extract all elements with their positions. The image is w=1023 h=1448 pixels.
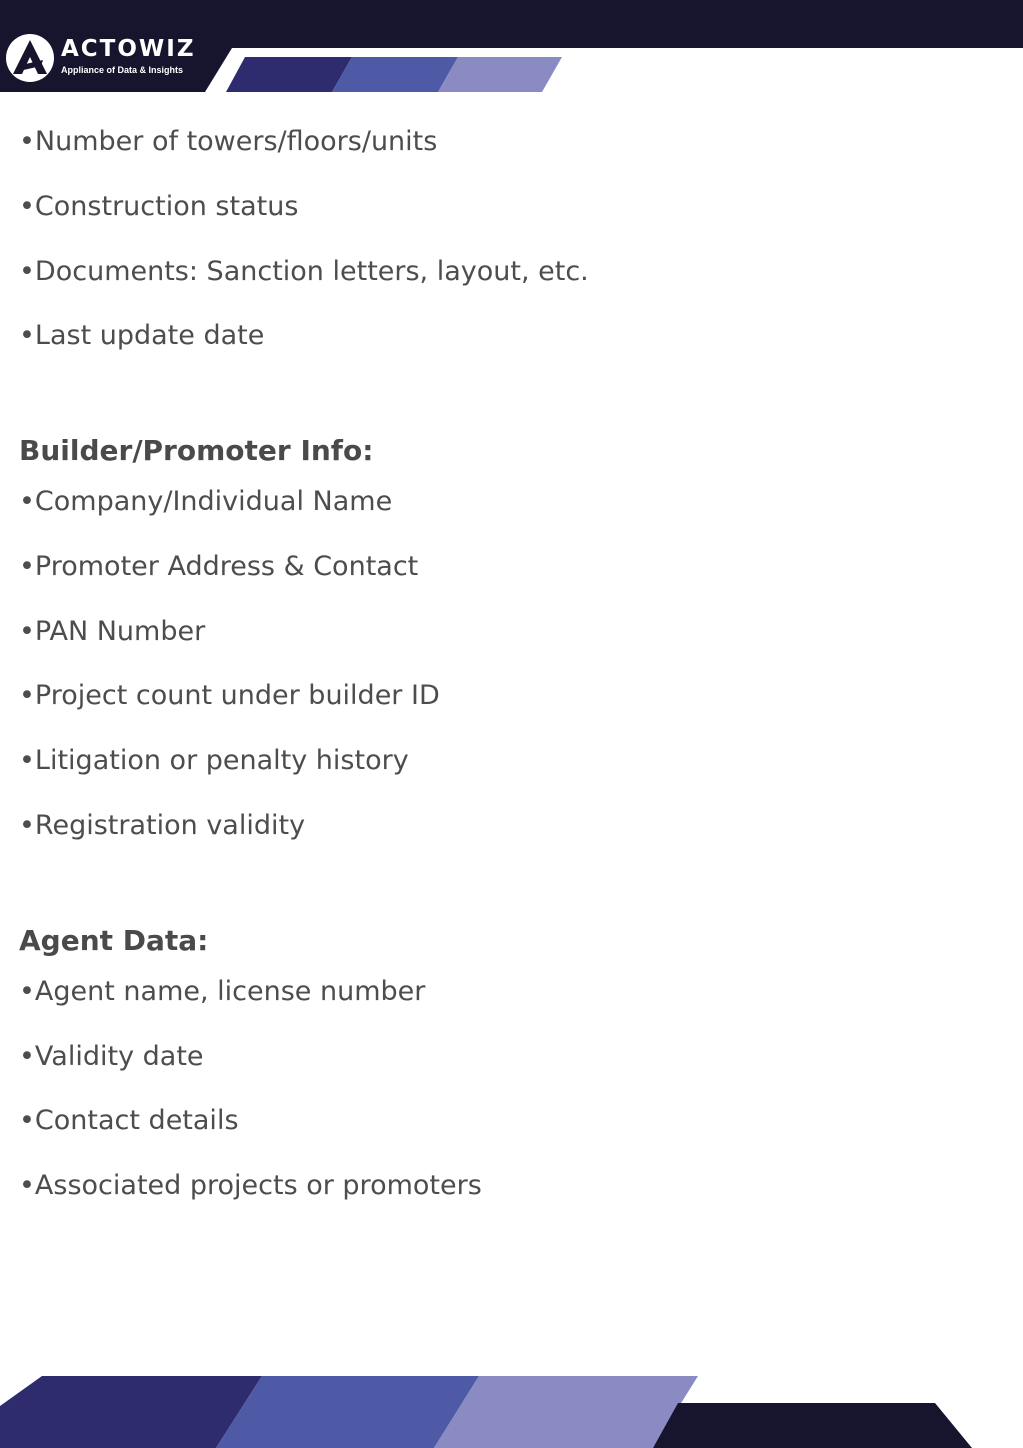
brand-tagline: Appliance of Data & Insights [61, 65, 184, 75]
list-item: •Litigation or penalty history [19, 745, 409, 776]
list-item: •Agent name, license number [19, 976, 426, 1007]
footer-stripes [0, 1376, 1023, 1448]
list-item: •Promoter Address & Contact [19, 551, 419, 582]
brand-name: ACTOWIZ [61, 36, 196, 62]
list-item: •Associated projects or promoters [19, 1170, 482, 1201]
list-item: •Documents: Sanction letters, layout, etc. [19, 256, 589, 287]
list-item: •Last update date [19, 320, 265, 351]
list-item: •Number of towers/floors/units [19, 126, 438, 157]
list-item: •Registration validity [19, 810, 306, 841]
actowiz-logo-icon [5, 33, 55, 83]
list-item: •Company/Individual Name [19, 486, 393, 517]
list-item: •Contact details [19, 1105, 239, 1136]
section-heading-builder: Builder/Promoter Info: [19, 434, 374, 467]
section-heading-agent: Agent Data: [19, 924, 209, 957]
list-item: •Validity date [19, 1041, 204, 1072]
list-item: •PAN Number [19, 616, 206, 647]
list-item: •Construction status [19, 191, 299, 222]
list-item: •Project count under builder ID [19, 680, 440, 711]
